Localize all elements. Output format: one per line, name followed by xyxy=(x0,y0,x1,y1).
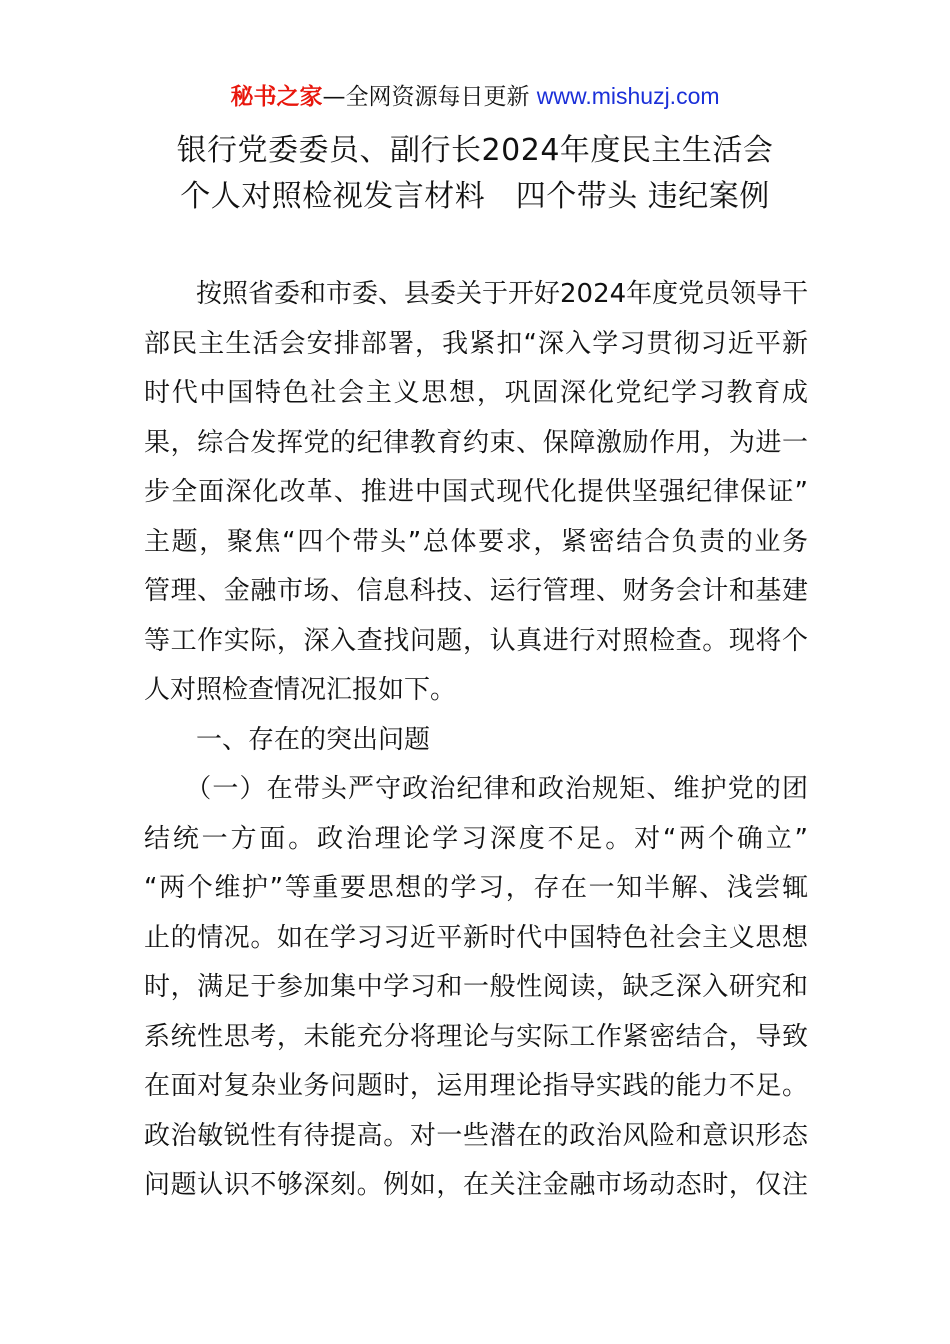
site-url-link[interactable]: www.mishuzj.com xyxy=(536,83,720,109)
brand-name: 秘书之家 xyxy=(230,84,323,110)
body-line: 结统一方面。政治理论学习深度不足。对“两个确立” xyxy=(144,823,808,854)
body-line: 等工作实际，深入查找问题，认真进行对照检查。现将个 xyxy=(144,625,808,656)
body-line: 时，满足于参加集中学习和一般性阅读，缺乏深入研究和 xyxy=(144,972,808,1002)
document-body xyxy=(144,270,808,1211)
body-line: 人对照检查情况汇报如下。 xyxy=(144,675,457,705)
body-line: 政治敏锐性有待提高。对一些潜在的政治风险和意识形态 xyxy=(144,1120,808,1151)
body-line: 在面对复杂业务问题时，运用理论指导实践的能力不足。 xyxy=(144,1071,808,1101)
body-line: 问题认识不够深刻。例如，在关注金融市场动态时，仅注 xyxy=(144,1170,808,1200)
body-line: （一）在带头严守政治纪律和政治规矩、维护党的团 xyxy=(144,774,808,804)
header-tagline: —全网资源每日更新 xyxy=(322,84,537,110)
body-line: 步全面深化改革、推进中国式现代化提供坚强纪律保证” xyxy=(144,477,808,507)
body-line: 系统性思考，未能充分将理论与实际工作紧密结合，导致 xyxy=(144,1021,808,1052)
site-header xyxy=(0,80,950,113)
body-line: 果，综合发挥党的纪律教育约束、保障激励作用，为进一 xyxy=(144,427,808,458)
title-line-1: 银行党委委员、副行长2024年度民主生活会 xyxy=(176,133,774,168)
body-line: 时代中国特色社会主义思想，巩固深化党纪学习教育成 xyxy=(144,378,808,408)
body-line: 管理、金融市场、信息科技、运行管理、财务会计和基建 xyxy=(144,576,808,606)
document-title xyxy=(0,128,950,220)
body-line: 部民主生活会安排部署，我紧扣“深入学习贯彻习近平新 xyxy=(144,328,808,359)
body-line: “两个维护”等重要思想的学习，存在一知半解、浅尝辄 xyxy=(144,873,808,903)
body-line: 按照省委和市委、县委关于开好2024年度党员领导干 xyxy=(144,279,809,309)
body-line: 主题，聚焦“四个带头”总体要求，紧密结合负责的业务 xyxy=(144,526,808,557)
section-heading: 一、存在的突出问题 xyxy=(144,724,431,755)
body-line: 止的情况。如在学习习近平新时代中国特色社会主义思想 xyxy=(144,922,808,953)
title-line-2: 个人对照检视发言材料 四个带头 违纪案例 xyxy=(180,179,770,214)
